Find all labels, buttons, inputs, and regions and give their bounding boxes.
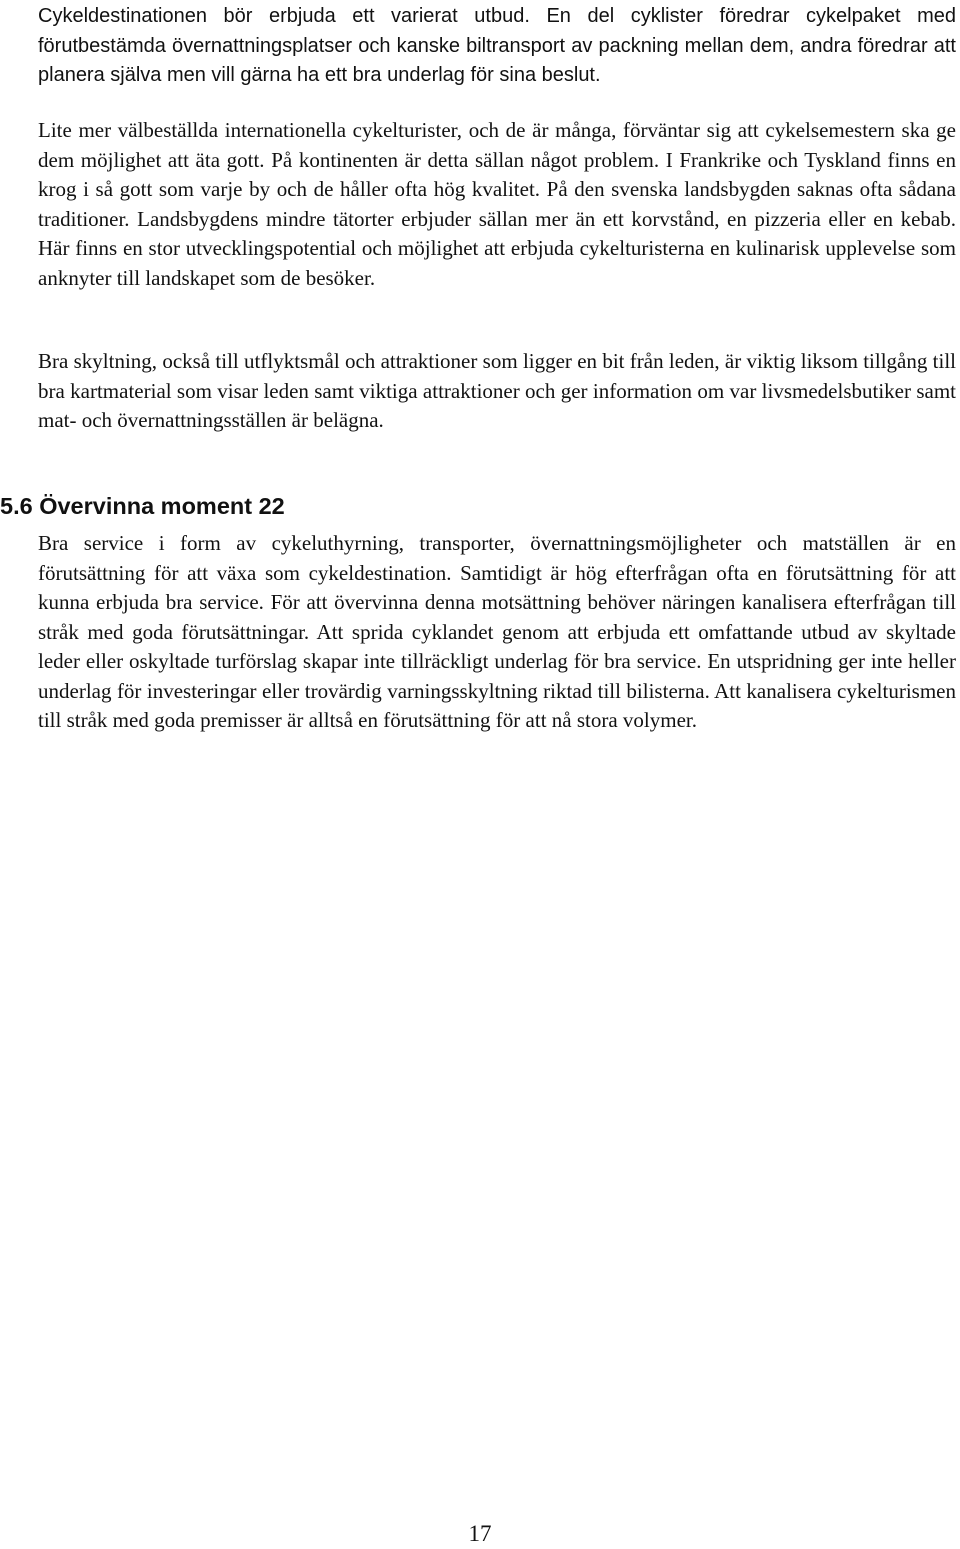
section-heading: 5.6 Övervinna moment 22 <box>0 493 285 519</box>
paragraph-cycle-tourists-food: Lite mer välbeställda internationella cykelturister, och de är många, förväntar sig att cykelsemestern ska ge dem möjlighet att äta gott. På kontinenten är detta sällan något problem. I Frankrike och Tyskland finns en krog i så gott som varje by och de håller ofta hög kvalitet. På den svenska landsbygden saknas ofta sådana traditioner. Landsbygdens mindre tätorter erbjuder sällan mer än ett korvstånd, en pizzeria eller en kebab. Här finns en stor utvecklingspotential och möjlighet att erbjuda cykelturisterna en kulinarisk upplevelse som anknyter till landskapet som de besöker. <box>38 118 956 290</box>
paragraph-overcome-catch-22: Bra service i form av cykeluthyrning, transporter, övernattningsmöjligheter och matställen är en förutsättning för att växa som cykeldestination. Samtidigt är hög efterfrågan ofta en förutsättning för att kunna erbjuda bra service. För att övervinna denna motsättning behöver näringen kanalisera efterfrågan till stråk med goda förutsättningar. Att sprida cyklandet genom att erbjuda ett omfattande utbud av skyltade leder eller oskyltade turförslag skapar inte tillräckligt underlag för bra service. En utspridning ger inte heller underlag för investeringar eller trovärdig varningsskyltning riktad till bilisterna. Att kanalisera cykelturismen till stråk med goda premisser är alltså en förutsättning för att nå stora volymer. <box>38 531 956 732</box>
paragraph-signage-maps: Bra skyltning, också till utflyktsmål och attraktioner som ligger en bit från leden, är viktig liksom tillgång till bra kartmaterial som visar leden samt viktiga attraktioner och ger information om var livsmedelsbutiker samt mat- och övernattningsställen är belägna. <box>38 349 956 432</box>
page-number: 17 <box>468 1521 492 1546</box>
paragraph-cycle-destination-offer: Cykeldestinationen bör erbjuda ett varierat utbud. En del cyklister föredrar cykelpaket med förutbestämda övernattningsplatser och kanske biltransport av packning mellan dem, andra föredrar att planera själva men vill gärna ha ett bra underlag för sina beslut. <box>38 5 956 86</box>
